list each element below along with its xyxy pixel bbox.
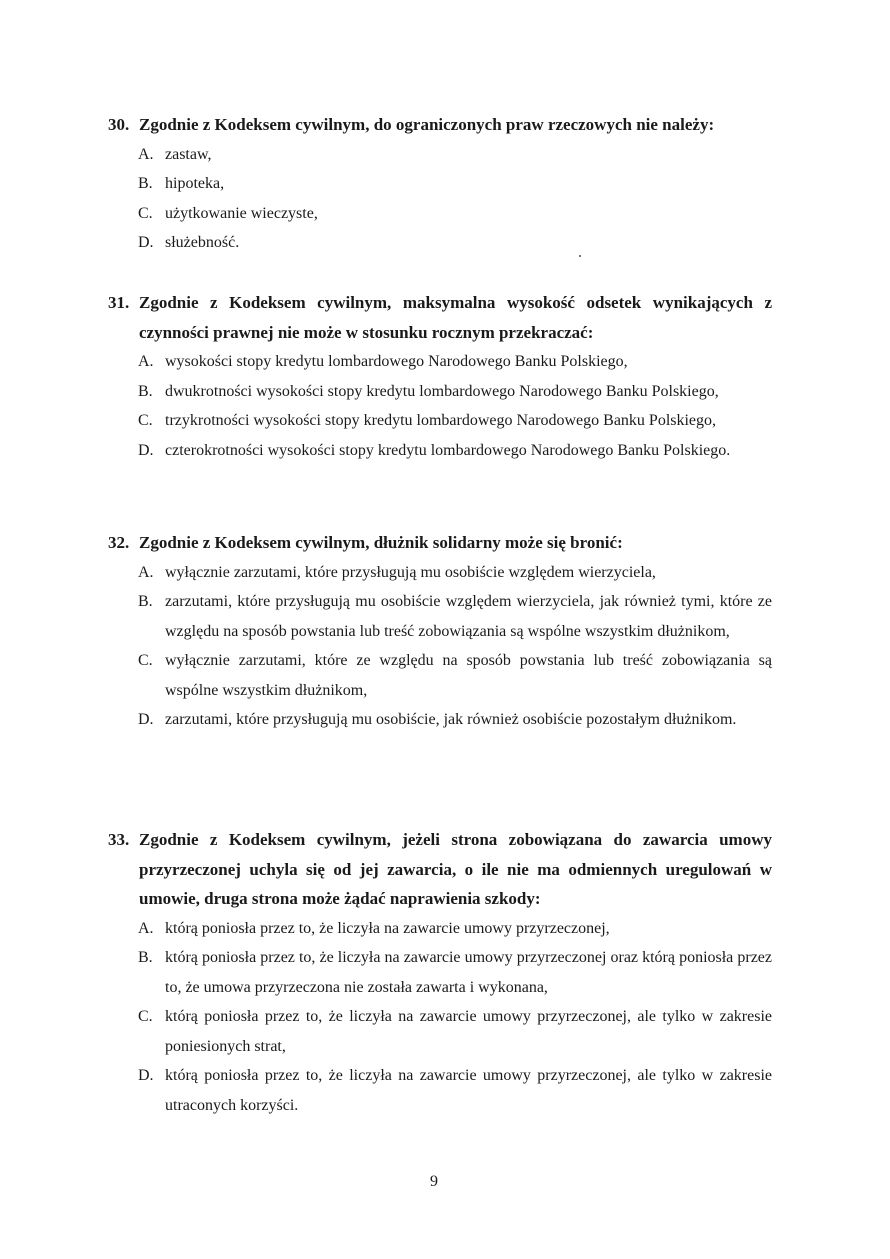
answer-option-d	[138, 228, 772, 258]
question-text: Zgodnie z Kodeksem cywilnym, dłużnik solidarny może się bronić:	[139, 533, 623, 552]
option-letter: D.	[138, 234, 154, 251]
option-letter: D.	[138, 711, 154, 728]
option-letter: B.	[138, 382, 153, 400]
option-text: służebność.	[165, 234, 240, 251]
question-number: 30.	[108, 115, 130, 134]
question-30	[108, 110, 772, 258]
question-31	[108, 288, 772, 465]
answer-option-c	[138, 199, 772, 229]
answer-option-a	[138, 347, 772, 377]
option-text: czterokrotności wysokości stopy kredytu lombardowego Narodowego Banku Polskiego.	[165, 441, 731, 459]
option-text: którą poniosła przez to, że liczyła na zawarcie umowy przyrzeczonej,	[165, 919, 610, 937]
option-letter: A.	[138, 145, 154, 163]
answer-option-d	[138, 436, 772, 466]
question-text: Zgodnie z Kodeksem cywilnym, jeżeli strona zobowiązana do zawarcia umowy przyrzeczonej uchyla się od jej zawarcia, o ile nie ma odmiennych uregulowań w umowie, druga strona może żądać naprawienia szkody:	[139, 830, 772, 908]
page-number: 9	[430, 1173, 438, 1190]
option-text: którą poniosła przez to, że liczyła na zawarcie umowy przyrzeczonej, ale tylko w zakresie poniesionych strat,	[165, 1008, 772, 1055]
option-text: którą poniosła przez to, że liczyła na zawarcie umowy przyrzeczonej, ale tylko w zakresie utraconych korzyści.	[165, 1067, 772, 1114]
question-number: 33.	[108, 830, 130, 849]
answer-option-d	[138, 1061, 772, 1120]
option-letter: C.	[138, 1008, 153, 1025]
question-text: Zgodnie z Kodeksem cywilnym, do ograniczonych praw rzeczowych nie należy:	[139, 115, 715, 134]
answer-option-a	[138, 914, 772, 944]
option-letter: D.	[138, 441, 154, 459]
question-header	[108, 110, 772, 140]
option-text: zarzutami, które przysługują mu osobiście, jak również osobiście pozostałym dłużnikom.	[165, 711, 737, 728]
question-number: 32.	[108, 533, 130, 552]
option-letter: B.	[138, 949, 153, 966]
answer-option-c	[138, 646, 772, 705]
question-header	[108, 288, 772, 347]
answer-option-b	[138, 587, 772, 646]
option-letter: C.	[138, 652, 153, 669]
option-text: trzykrotności wysokości stopy kredytu lombardowego Narodowego Banku Polskiego,	[165, 412, 717, 429]
question-header	[108, 528, 772, 558]
option-text: którą poniosła przez to, że liczyła na zawarcie umowy przyrzeczonej oraz którą poniosła przez to, że umowa przyrzeczona nie została zawarta i wykonana,	[165, 949, 772, 996]
option-letter: A.	[138, 353, 154, 370]
scan-artifact-dot	[579, 255, 581, 257]
question-number: 31.	[108, 293, 130, 312]
answer-option-a	[138, 140, 772, 170]
answer-option-b	[138, 377, 772, 407]
option-text: dwukrotności wysokości stopy kredytu lombardowego Narodowego Banku Polskiego,	[165, 382, 719, 400]
question-33	[108, 825, 772, 1120]
option-letter: D.	[138, 1067, 154, 1084]
option-text: zarzutami, które przysługują mu osobiście względem wierzyciela, jak również tymi, które ze względu na sposób powstania lub treść zobowiązania są wspólne wszystkim dłużnikom,	[165, 593, 772, 640]
option-text: wyłącznie zarzutami, które ze względu na sposób powstania lub treść zobowiązania są wspólne wszystkim dłużnikom,	[165, 652, 772, 699]
option-letter: A.	[138, 919, 154, 937]
option-text: zastaw,	[165, 145, 212, 163]
option-letter: B.	[138, 593, 153, 610]
option-letter: B.	[138, 175, 153, 192]
option-text: wysokości stopy kredytu lombardowego Narodowego Banku Polskiego,	[165, 353, 628, 370]
answer-option-b	[138, 169, 772, 199]
answer-option-b	[138, 943, 772, 1002]
question-32	[108, 528, 772, 735]
option-letter: C.	[138, 204, 153, 222]
option-letter: C.	[138, 412, 153, 429]
option-text: użytkowanie wieczyste,	[165, 204, 318, 222]
answer-option-a	[138, 558, 772, 588]
option-text: wyłącznie zarzutami, które przysługują mu osobiście względem wierzyciela,	[165, 563, 656, 581]
question-text: Zgodnie z Kodeksem cywilnym, maksymalna wysokość odsetek wynikających z czynności prawnej nie może w stosunku rocznym przekraczać:	[139, 293, 772, 342]
option-text: hipoteka,	[165, 175, 225, 192]
answer-option-d	[138, 705, 772, 735]
answer-option-c	[138, 1002, 772, 1061]
question-header	[108, 825, 772, 914]
answer-option-c	[138, 406, 772, 436]
option-letter: A.	[138, 563, 154, 581]
